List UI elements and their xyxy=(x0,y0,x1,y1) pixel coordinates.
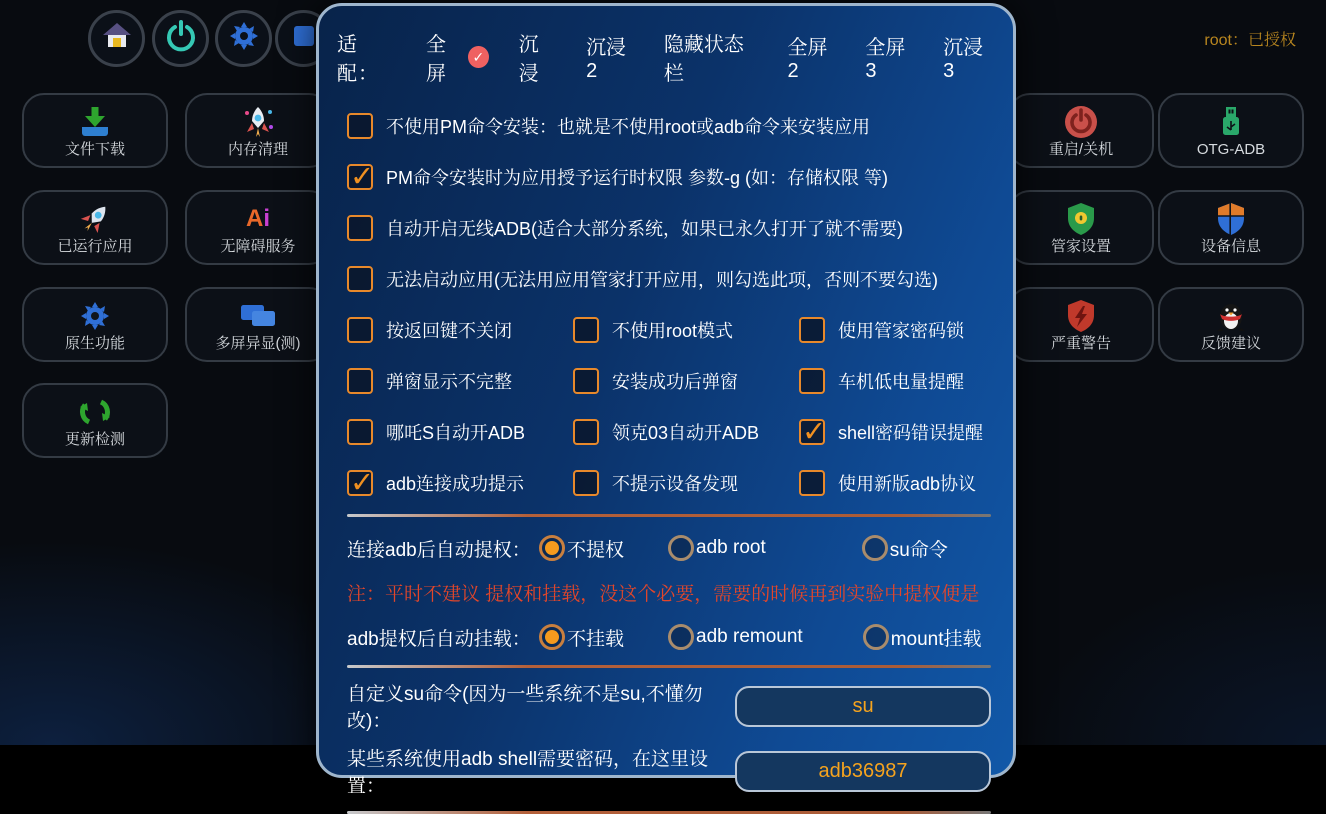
adapt-row xyxy=(337,28,991,86)
checkbox-box[interactable] xyxy=(799,368,825,394)
adapt-option-immersive3[interactable]: 沉浸3 xyxy=(943,37,984,82)
checkbox-label: 不提示设备发现 xyxy=(612,473,738,494)
tile-otg-adb[interactable] xyxy=(1158,93,1304,168)
checkbox-nezha-s-adb[interactable] xyxy=(347,418,573,445)
home-button[interactable] xyxy=(88,10,145,67)
checkbox-cannot-launch-app[interactable] xyxy=(347,265,991,292)
checkbox-low-battery-reminder[interactable] xyxy=(799,367,991,394)
checkbox-no-pm-install[interactable] xyxy=(347,112,991,139)
shield-lock-icon xyxy=(1065,202,1097,236)
tile-label: 文件下载 xyxy=(64,140,125,158)
root-status: root：已授权 xyxy=(1204,32,1296,49)
tile-guard-settings[interactable] xyxy=(1008,190,1154,265)
divider xyxy=(347,514,991,517)
divider xyxy=(347,665,991,668)
tile-label: OTG-ADB xyxy=(1196,140,1266,158)
checkbox-back-key-no-close[interactable] xyxy=(347,316,573,343)
tile-multi-screen[interactable] xyxy=(185,287,331,362)
checkbox-label: 使用管家密码锁 xyxy=(838,320,964,341)
checkbox-grid xyxy=(347,316,991,496)
tile-file-download[interactable] xyxy=(22,93,168,168)
gear-icon xyxy=(79,299,111,333)
shell-password-label: 某些系统使用adb shell需要密码，在这里设置： xyxy=(347,749,709,797)
checkbox-label: 车机低电量提醒 xyxy=(838,371,964,392)
checkbox-adb-connect-success[interactable] xyxy=(347,469,573,496)
radio-button[interactable] xyxy=(862,535,888,561)
checkbox-box[interactable] xyxy=(799,470,825,496)
radio-su-command[interactable]: su命令 xyxy=(862,535,948,562)
tile-label: 无障碍服务 xyxy=(220,237,296,255)
checkbox-lynkco-03-adb[interactable] xyxy=(573,418,799,445)
device-shield-icon xyxy=(1215,202,1247,236)
checkbox-label: 不使用root模式 xyxy=(612,320,734,341)
checkbox-popup-incomplete[interactable] xyxy=(347,367,573,394)
power-button[interactable] xyxy=(152,10,209,67)
radio-adb-remount[interactable]: adb remount xyxy=(668,624,803,650)
settings-button[interactable] xyxy=(215,10,272,67)
adapt-option-fullscreen2[interactable]: 全屏2 xyxy=(787,37,828,82)
rocket-clean-icon xyxy=(240,105,276,139)
adapt-option-fullscreen3[interactable]: 全屏3 xyxy=(865,37,906,82)
checkbox-label: 弹窗显示不完整 xyxy=(386,371,512,392)
checkbox-no-device-discovery-tip[interactable] xyxy=(573,469,799,496)
tile-accessibility-service[interactable] xyxy=(185,190,331,265)
radio-no-mount[interactable]: 不挂载 xyxy=(539,624,624,651)
checkbox-new-adb-protocol[interactable] xyxy=(799,469,991,496)
multi-screen-icon xyxy=(239,299,277,333)
radio-group-label: adb提权后自动挂载： xyxy=(347,628,531,650)
radio-group-label: 连接adb后自动提权： xyxy=(347,539,531,561)
ai-icon: A i xyxy=(245,204,270,232)
checkbox-auto-wireless-adb[interactable] xyxy=(347,214,991,241)
checkbox-pm-grant-permissions[interactable] xyxy=(347,163,991,190)
checkbox-box[interactable] xyxy=(799,419,825,445)
checkbox-box[interactable] xyxy=(347,215,373,241)
checkbox-box[interactable] xyxy=(347,164,373,190)
power-red-icon xyxy=(1064,105,1098,139)
tile-memory-clean[interactable] xyxy=(185,93,331,168)
radio-mount-command[interactable]: mount挂载 xyxy=(863,624,982,651)
checkbox-label: 自动开启无线ADB(适合大部分系统，如果已永久打开了就不需要) xyxy=(386,218,903,239)
checkbox-box[interactable] xyxy=(347,317,373,343)
checkbox-box[interactable] xyxy=(347,113,373,139)
checkbox-box[interactable] xyxy=(347,470,373,496)
tile-device-info[interactable] xyxy=(1158,190,1304,265)
tile-severe-warning[interactable] xyxy=(1008,287,1154,362)
checkbox-label: shell密码错误提醒 xyxy=(838,422,984,443)
settings-dialog xyxy=(316,3,1016,797)
tile-label: 重启/关机 xyxy=(1048,140,1114,158)
update-icon xyxy=(79,395,111,429)
adapt-option-hide-statusbar[interactable]: 隐藏状态栏 xyxy=(663,34,744,85)
radio-button[interactable] xyxy=(668,535,694,561)
tile-label: 管家设置 xyxy=(1050,237,1111,255)
checkbox-label: 按返回键不关闭 xyxy=(386,320,512,341)
gear-icon xyxy=(228,20,260,57)
warning-note: 注：平时不建议 提权和挂载，没这个必要，需要的时候再到实验中提权便是 xyxy=(347,584,980,605)
adapt-label: 适配： xyxy=(337,34,379,85)
tile-running-apps[interactable] xyxy=(22,190,168,265)
checkbox-box[interactable] xyxy=(347,266,373,292)
power-icon xyxy=(164,19,198,58)
checkbox-label: 无法启动应用(无法用应用管家打开应用，则勾选此项，否则不要勾选) xyxy=(386,269,938,290)
tile-label: 反馈建议 xyxy=(1200,334,1261,352)
su-command-label: 自定义su命令(因为一些系统不是su,不懂勿改)： xyxy=(347,684,703,732)
tile-label: 原生功能 xyxy=(64,334,125,352)
tile-update-check[interactable] xyxy=(22,383,168,458)
checkbox-label: 安装成功后弹窗 xyxy=(612,371,738,392)
tile-restart-shutdown[interactable] xyxy=(1008,93,1154,168)
checkbox-guard-password-lock[interactable] xyxy=(799,316,991,343)
checkbox-box[interactable] xyxy=(573,470,599,496)
checkbox-label: PM命令安装时为应用授予运行时权限 参数-g (如：存储权限 等) xyxy=(386,167,888,188)
radio-adb-root[interactable]: adb root xyxy=(668,535,766,561)
warning-shield-icon xyxy=(1065,299,1097,333)
rocket-icon xyxy=(77,202,113,236)
tile-label: 已运行应用 xyxy=(57,237,133,255)
tile-native-functions[interactable] xyxy=(22,287,168,362)
checkbox-label: 不使用PM命令安装：也就是不使用root或adb命令来安装应用 xyxy=(386,116,871,137)
checkbox-box[interactable] xyxy=(573,368,599,394)
tile-label: 严重警告 xyxy=(1050,334,1111,352)
radio-button[interactable] xyxy=(668,624,694,650)
checkbox-box[interactable] xyxy=(347,368,373,394)
checkbox-box[interactable] xyxy=(573,419,599,445)
checkbox-label: adb连接成功提示 xyxy=(386,473,525,494)
window-icon xyxy=(292,24,316,53)
tile-feedback[interactable] xyxy=(1158,287,1304,362)
checkbox-popup-after-install[interactable] xyxy=(573,367,799,394)
radio-button[interactable] xyxy=(863,624,889,650)
adapt-option-fullscreen[interactable]: 全屏 ✓ xyxy=(426,28,489,86)
shell-password-input[interactable] xyxy=(735,751,991,792)
checkbox-box[interactable] xyxy=(347,419,373,445)
radio-button[interactable] xyxy=(539,624,565,650)
tile-label: 设备信息 xyxy=(1200,237,1261,255)
checkbox-label: 领克03自动开ADB xyxy=(612,422,760,443)
adapt-option-immersive2[interactable]: 沉浸2 xyxy=(586,37,627,82)
download-icon xyxy=(78,105,112,139)
su-command-row xyxy=(347,679,991,733)
adapt-option-immersive[interactable]: 沉浸 xyxy=(518,34,539,85)
usb-icon xyxy=(1218,105,1244,139)
radio-group-privilege xyxy=(347,534,991,562)
checkbox-shell-password-error[interactable] xyxy=(799,418,991,445)
shell-password-row xyxy=(347,744,991,798)
checkbox-no-root-mode[interactable] xyxy=(573,316,799,343)
tile-label: 更新检测 xyxy=(64,430,125,448)
checkbox-box[interactable] xyxy=(573,317,599,343)
su-command-input[interactable] xyxy=(735,686,991,727)
checkbox-box[interactable] xyxy=(799,317,825,343)
home-icon xyxy=(102,22,132,55)
tile-label: 多屏异显(测) xyxy=(215,334,301,352)
tile-label: 内存清理 xyxy=(227,140,288,158)
selected-check-badge: ✓ xyxy=(468,46,488,68)
radio-group-mount xyxy=(347,623,991,651)
checkbox-label: 哪吒S自动开ADB xyxy=(386,422,526,443)
checkbox-label: 使用新版adb协议 xyxy=(838,473,977,494)
radio-no-privilege[interactable]: 不提权 xyxy=(539,535,624,562)
radio-button[interactable] xyxy=(539,535,565,561)
penguin-icon xyxy=(1217,299,1245,333)
